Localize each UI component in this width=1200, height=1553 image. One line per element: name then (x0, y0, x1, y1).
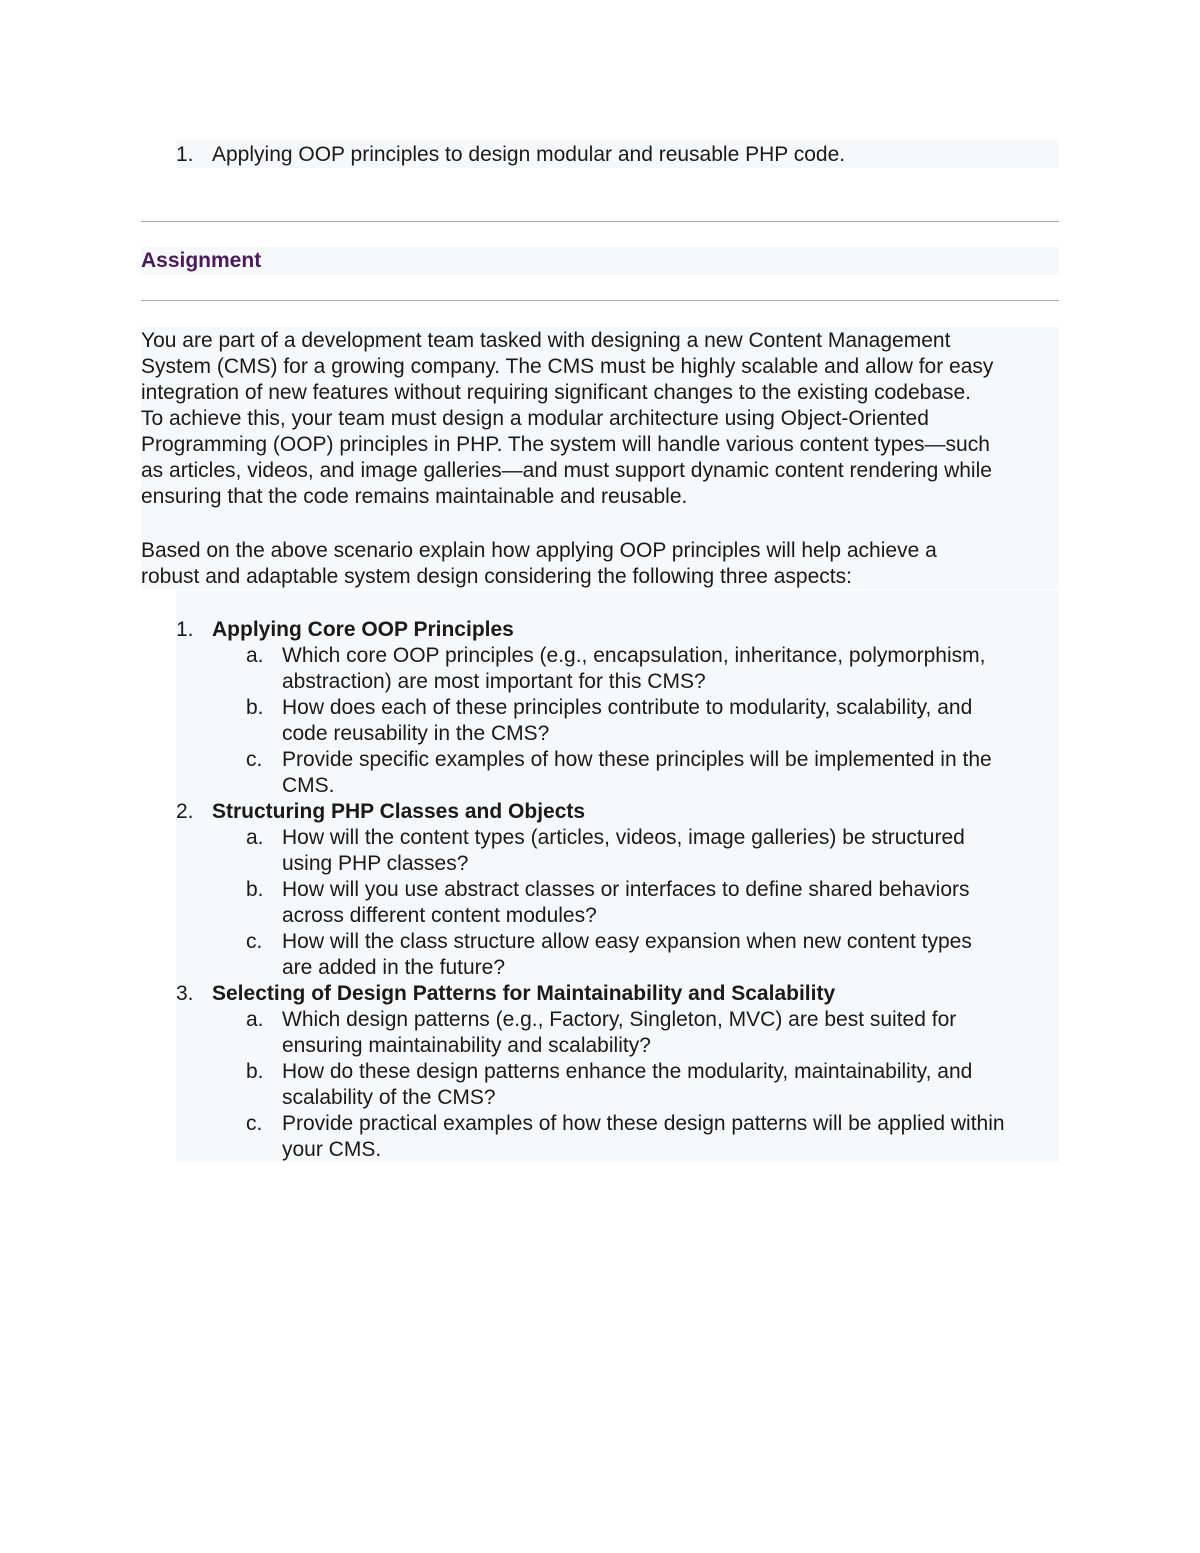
question-letter: a. (246, 644, 264, 667)
aspect-item (176, 799, 585, 825)
aspect-number: 3. (176, 982, 194, 1005)
question-line: ensuring maintainability and scalability? (282, 1034, 651, 1057)
divider-top (141, 221, 1059, 222)
prompt-paragraph (141, 538, 1071, 590)
question-item (246, 695, 972, 747)
scenario-line: Programming (OOP) principles in PHP. The system will handle various content types—such (141, 433, 990, 456)
question-item (246, 825, 965, 877)
scenario-line: To achieve this, your team must design a modular architecture using Object-Oriented (141, 407, 929, 430)
question-letter: c. (246, 1112, 263, 1135)
scenario-line: as articles, videos, and image galleries—and must support dynamic content rendering while (141, 459, 992, 482)
scenario-line: System (CMS) for a growing company. The CMS must be highly scalable and allow for easy (141, 355, 994, 378)
question-line: Provide specific examples of how these principles will be implemented in the (282, 748, 992, 771)
aspect-title: Applying Core OOP Principles (212, 618, 514, 641)
question-item (246, 1059, 972, 1111)
question-line: How will the content types (articles, videos, image galleries) be structured (282, 826, 965, 849)
top-item-text: Applying OOP principles to design modular and reusable PHP code. (212, 143, 846, 166)
question-line: are added in the future? (282, 956, 506, 979)
scenario-line: integration of new features without requiring significant changes to the existing codebase. (141, 381, 972, 404)
aspect-title: Selecting of Design Patterns for Maintainability and Scalability (212, 982, 836, 1005)
question-line: Provide practical examples of how these design patterns will be applied within (282, 1112, 1005, 1135)
question-item (246, 643, 985, 695)
aspect-item (176, 617, 514, 643)
question-line: How does each of these principles contribute to modularity, scalability, and (282, 696, 973, 719)
question-item (246, 747, 992, 799)
question-line: Which design patterns (e.g., Factory, Singleton, MVC) are best suited for (282, 1008, 957, 1031)
question-line: code reusability in the CMS? (282, 722, 550, 745)
scenario-line: ensuring that the code remains maintainable and reusable. (141, 485, 688, 508)
question-line: abstraction) are most important for this CMS? (282, 670, 706, 693)
question-line: your CMS. (282, 1138, 382, 1161)
question-line: Which core OOP principles (e.g., encapsulation, inheritance, polymorphism, (282, 644, 986, 667)
question-letter: a. (246, 826, 264, 849)
top-list-item (176, 142, 1059, 168)
question-letter: b. (246, 696, 264, 719)
question-line: How will you use abstract classes or interfaces to define shared behaviors (282, 878, 970, 901)
prompt-line: Based on the above scenario explain how applying OOP principles will help achieve a (141, 539, 937, 562)
question-line: How will the class structure allow easy expansion when new content types (282, 930, 972, 953)
question-item (246, 1007, 956, 1059)
aspect-number: 2. (176, 800, 194, 823)
top-item-number: 1. (176, 143, 194, 166)
scenario-line: You are part of a development team tasked with designing a new Content Management (141, 329, 951, 352)
question-item (246, 877, 970, 929)
prompt-line: robust and adaptable system design considering the following three aspects: (141, 565, 852, 588)
question-line: CMS. (282, 774, 335, 797)
aspect-number: 1. (176, 618, 194, 641)
aspect-item (176, 981, 835, 1007)
question-letter: c. (246, 748, 263, 771)
question-item (246, 1111, 1005, 1163)
question-line: How do these design patterns enhance the modularity, maintainability, and (282, 1060, 973, 1083)
question-line: across different content modules? (282, 904, 597, 927)
question-item (246, 929, 972, 981)
question-letter: b. (246, 878, 264, 901)
question-letter: c. (246, 930, 263, 953)
question-line: using PHP classes? (282, 852, 469, 875)
scenario-paragraph (141, 328, 1071, 510)
question-line: scalability of the CMS? (282, 1086, 496, 1109)
section-heading: Assignment (141, 247, 1059, 275)
aspect-title: Structuring PHP Classes and Objects (212, 800, 586, 823)
divider-bottom (141, 300, 1059, 301)
question-letter: a. (246, 1008, 264, 1031)
question-letter: b. (246, 1060, 264, 1083)
